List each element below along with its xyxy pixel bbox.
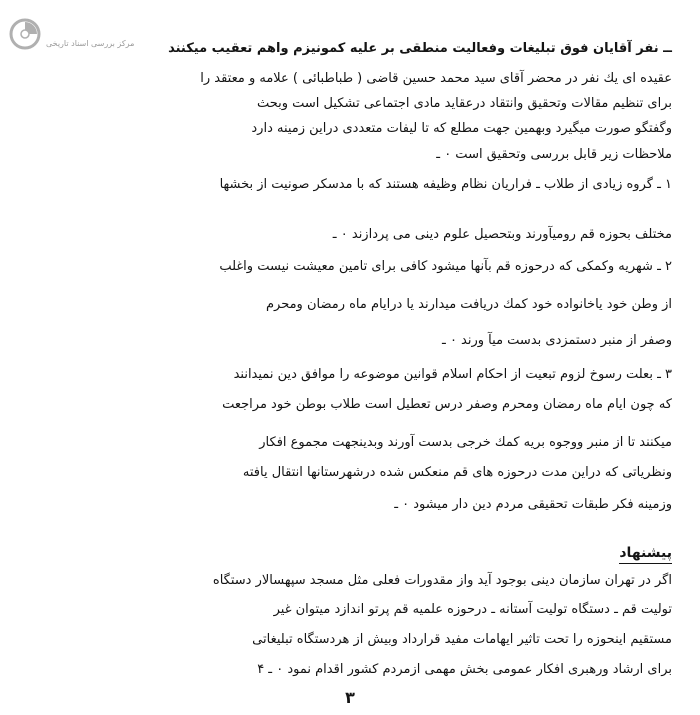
paragraph-line: وصفر از منبر دستمزدی بدست میآ ورند ۰ ـ	[441, 333, 672, 348]
paragraph-line: عقیده ای یك نفر در محضر آقای سید محمد حسین قاضی ( طباطبائی ) علامه و معتقد را	[200, 71, 672, 86]
paragraph-line: ۱ ـ گروه زیادی از طلاب ـ فراریان نظام وظیفه هستند که با مدسکر صونیت از بخشها	[219, 177, 672, 192]
document-title: ــ نفر آقایان فوق تبلیغات وفعالیت منطقی بر علیه کمونیزم واهم تعقیب میکنند	[168, 41, 672, 56]
paragraph-line: میکنند تا از منبر ووجوه بریه کمك خرجی بدست آورند وبدینجهت مجموع افکار	[259, 435, 672, 450]
proposal-line: مستقیم اینحوزه را تحت تاثیر ایهامات مفید قرارداد وبیش از هردستگاه تبلیغاتی	[252, 632, 672, 647]
paragraph-line: ونظریاتی که دراین مدت درحوزه های قم منعکس شده درشهرستانها انتقال یافته	[242, 465, 672, 480]
archive-logo-icon	[8, 17, 42, 51]
watermark-text: مرکز بررسی اسناد تاریخی	[46, 38, 135, 48]
paragraph-line: ۲ ـ شهریه وکمکی که درحوزه قم بآنها میشود کافی برای تامین معیشت نیست واغلب	[219, 259, 672, 274]
paragraph-line: از وطن خود یاخانواده خود کمك دریافت میدارند یا درایام ماه رمضان ومحرم	[265, 297, 672, 312]
archive-watermark	[8, 14, 135, 54]
paragraph-line: که چون ایام ماه رمضان ومحرم وصفر درس تعطیل است طلاب بوطن خود مراجعت	[222, 397, 672, 412]
paragraph-line: وزمینه فکر طبقات تحقیقی مردم دین دار میشود ۰ ـ	[394, 497, 672, 512]
proposal-line: اگر در تهران سازمان دینی بوجود آید واز مقدورات فعلی مثل مسجد سپهسالار دستگاه	[212, 573, 672, 588]
paragraph-line: مختلف بحوزه قم رومیآورند وبتحصیل علوم دینی می پردازند ۰ ـ	[332, 227, 672, 242]
proposal-heading: پیشنهاد	[619, 544, 672, 564]
paragraph-line: وگفتگو صورت میگیرد وبهمین جهت مطلع که تا لیفات متعددی دراین زمینه دارد	[251, 121, 672, 136]
paragraph-line: برای تنظیم مقالات وتحقیق وانتقاد درعقاید مادی اجتماعی تشکیل است وبحث	[256, 96, 672, 111]
paragraph-line: ۳ ـ بعلت رسوخ لزوم تبعیت از احکام اسلام قوانین موضوعه را موافق دین نمیدانند	[233, 367, 672, 382]
proposal-line: برای ارشاد ورهبری افکار عمومی بخش مهمی ازمردم کشور اقدام نمود ۰ ـ ۴	[257, 662, 672, 677]
page-number: ۳	[345, 688, 355, 707]
paragraph-line: ملاحظات زیر قابل بررسی وتحقیق است ۰ ـ	[436, 147, 672, 162]
proposal-line: تولیت قم ـ دستگاه تولیت آستانه ـ درحوزه علمیه قم پرتو اندازد میتوان غیر	[273, 602, 672, 617]
